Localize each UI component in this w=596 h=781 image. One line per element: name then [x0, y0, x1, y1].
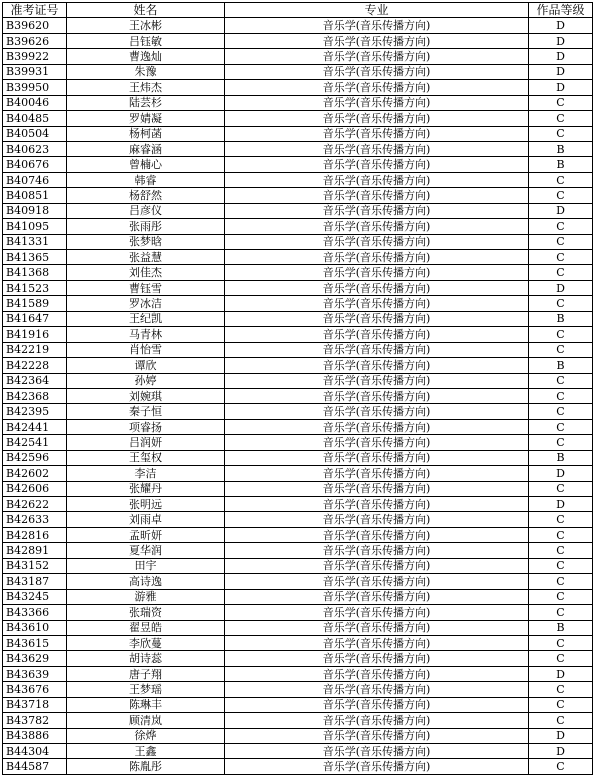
table-row — [3, 250, 593, 265]
grade-cell: D — [529, 80, 593, 95]
results-table — [2, 2, 593, 775]
major-cell: 音乐学(音乐传播方向) — [225, 635, 529, 650]
exam-id-cell: B40918 — [3, 203, 67, 218]
exam-id-cell: B43366 — [3, 605, 67, 620]
table-row — [3, 234, 593, 249]
name-cell: 曹钰雪 — [67, 280, 225, 295]
major-cell: 音乐学(音乐传播方向) — [225, 188, 529, 203]
name-cell: 吕润妍 — [67, 435, 225, 450]
table-row — [3, 635, 593, 650]
grade-cell: C — [529, 543, 593, 558]
exam-id-cell: B43610 — [3, 620, 67, 635]
name-cell: 孟昕妍 — [67, 527, 225, 542]
exam-id-cell: B42606 — [3, 481, 67, 496]
major-cell: 音乐学(音乐传播方向) — [225, 388, 529, 403]
table-row — [3, 373, 593, 388]
table-header — [3, 3, 593, 18]
table-row — [3, 358, 593, 373]
exam-id-cell: B42622 — [3, 497, 67, 512]
grade-cell: C — [529, 527, 593, 542]
exam-id-cell: B40676 — [3, 157, 67, 172]
table-row — [3, 744, 593, 759]
table-row — [3, 342, 593, 357]
major-cell: 音乐学(音乐传播方向) — [225, 95, 529, 110]
grade-cell: C — [529, 419, 593, 434]
major-cell: 音乐学(音乐传播方向) — [225, 33, 529, 48]
major-cell: 音乐学(音乐传播方向) — [225, 250, 529, 265]
table-row — [3, 466, 593, 481]
table-row — [3, 49, 593, 64]
name-cell: 王冰彬 — [67, 18, 225, 33]
exam-id-cell: B44587 — [3, 759, 67, 774]
major-cell: 音乐学(音乐传播方向) — [225, 296, 529, 311]
table-row — [3, 80, 593, 95]
grade-cell: C — [529, 635, 593, 650]
table-row — [3, 543, 593, 558]
name-cell: 吕彦仪 — [67, 203, 225, 218]
grade-cell: C — [529, 697, 593, 712]
name-cell: 高诗逸 — [67, 574, 225, 589]
name-cell: 杨柯菡 — [67, 126, 225, 141]
name-cell: 王玺权 — [67, 450, 225, 465]
name-cell: 王梦瑶 — [67, 682, 225, 697]
score-sheet — [2, 2, 593, 775]
table-row — [3, 481, 593, 496]
exam-id-cell: B41368 — [3, 265, 67, 280]
exam-id-cell: B42816 — [3, 527, 67, 542]
grade-cell: B — [529, 157, 593, 172]
major-cell: 音乐学(音乐传播方向) — [225, 358, 529, 373]
grade-cell: B — [529, 358, 593, 373]
name-cell: 陈琳丰 — [67, 697, 225, 712]
major-cell: 音乐学(音乐传播方向) — [225, 435, 529, 450]
name-cell: 张瑞资 — [67, 605, 225, 620]
grade-cell: C — [529, 327, 593, 342]
name-cell: 张益慧 — [67, 250, 225, 265]
grade-cell: C — [529, 759, 593, 774]
exam-id-cell: B43782 — [3, 713, 67, 728]
grade-cell: D — [529, 728, 593, 743]
major-cell: 音乐学(音乐传播方向) — [225, 450, 529, 465]
major-cell: 音乐学(音乐传播方向) — [225, 311, 529, 326]
major-cell: 音乐学(音乐传播方向) — [225, 481, 529, 496]
grade-cell: D — [529, 497, 593, 512]
exam-id-cell: B43152 — [3, 558, 67, 573]
exam-id-cell: B44304 — [3, 744, 67, 759]
grade-cell: C — [529, 713, 593, 728]
name-cell: 朱豫 — [67, 64, 225, 79]
exam-id-cell: B43886 — [3, 728, 67, 743]
table-row — [3, 666, 593, 681]
major-cell: 音乐学(音乐传播方向) — [225, 373, 529, 388]
name-cell: 张梦晗 — [67, 234, 225, 249]
grade-cell: C — [529, 296, 593, 311]
exam-id-cell: B42891 — [3, 543, 67, 558]
table-row — [3, 620, 593, 635]
table-row — [3, 697, 593, 712]
name-cell: 肖怡雪 — [67, 342, 225, 357]
grade-cell: C — [529, 219, 593, 234]
name-cell: 陆芸杉 — [67, 95, 225, 110]
grade-cell: C — [529, 172, 593, 187]
major-cell: 音乐学(音乐传播方向) — [225, 64, 529, 79]
grade-cell: C — [529, 234, 593, 249]
exam-id-cell: B43245 — [3, 589, 67, 604]
major-cell: 音乐学(音乐传播方向) — [225, 265, 529, 280]
table-row — [3, 141, 593, 156]
table-row — [3, 95, 593, 110]
exam-id-cell: B42368 — [3, 388, 67, 403]
major-cell: 音乐学(音乐传播方向) — [225, 126, 529, 141]
grade-cell: D — [529, 280, 593, 295]
major-cell: 音乐学(音乐传播方向) — [225, 203, 529, 218]
table-row — [3, 404, 593, 419]
name-cell: 张雨彤 — [67, 219, 225, 234]
major-cell: 音乐学(音乐传播方向) — [225, 234, 529, 249]
table-row — [3, 419, 593, 434]
table-row — [3, 527, 593, 542]
name-cell: 孙婷 — [67, 373, 225, 388]
grade-cell: C — [529, 265, 593, 280]
major-cell: 音乐学(音乐传播方向) — [225, 728, 529, 743]
name-cell: 陈胤彤 — [67, 759, 225, 774]
exam-id-cell: B41647 — [3, 311, 67, 326]
name-cell: 刘佳杰 — [67, 265, 225, 280]
major-cell: 音乐学(音乐传播方向) — [225, 713, 529, 728]
grade-cell: B — [529, 450, 593, 465]
header-exam-id: 准考证号 — [3, 3, 67, 18]
major-cell: 音乐学(音乐传播方向) — [225, 280, 529, 295]
name-cell: 胡诗蕊 — [67, 651, 225, 666]
exam-id-cell: B43676 — [3, 682, 67, 697]
exam-id-cell: B42441 — [3, 419, 67, 434]
major-cell: 音乐学(音乐传播方向) — [225, 527, 529, 542]
name-cell: 游雅 — [67, 589, 225, 604]
grade-cell: C — [529, 388, 593, 403]
major-cell: 音乐学(音乐传播方向) — [225, 342, 529, 357]
table-body — [3, 18, 593, 774]
grade-cell: C — [529, 481, 593, 496]
exam-id-cell: B42395 — [3, 404, 67, 419]
table-row — [3, 574, 593, 589]
grade-cell: C — [529, 435, 593, 450]
grade-cell: D — [529, 18, 593, 33]
name-cell: 谭欣 — [67, 358, 225, 373]
table-row — [3, 188, 593, 203]
major-cell: 音乐学(音乐传播方向) — [225, 682, 529, 697]
name-cell: 杨舒然 — [67, 188, 225, 203]
exam-id-cell: B39922 — [3, 49, 67, 64]
major-cell: 音乐学(音乐传播方向) — [225, 620, 529, 635]
grade-cell: C — [529, 512, 593, 527]
major-cell: 音乐学(音乐传播方向) — [225, 466, 529, 481]
exam-id-cell: B43639 — [3, 666, 67, 681]
exam-id-cell: B40504 — [3, 126, 67, 141]
table-row — [3, 388, 593, 403]
table-row — [3, 728, 593, 743]
table-row — [3, 327, 593, 342]
name-cell: 麻睿涵 — [67, 141, 225, 156]
grade-cell: D — [529, 666, 593, 681]
exam-id-cell: B43629 — [3, 651, 67, 666]
grade-cell: B — [529, 620, 593, 635]
table-row — [3, 759, 593, 774]
header-row — [3, 3, 593, 18]
major-cell: 音乐学(音乐传播方向) — [225, 419, 529, 434]
major-cell: 音乐学(音乐传播方向) — [225, 18, 529, 33]
table-row — [3, 435, 593, 450]
exam-id-cell: B42364 — [3, 373, 67, 388]
grade-cell: C — [529, 682, 593, 697]
major-cell: 音乐学(音乐传播方向) — [225, 157, 529, 172]
name-cell: 秦子恒 — [67, 404, 225, 419]
grade-cell: D — [529, 744, 593, 759]
table-row — [3, 280, 593, 295]
grade-cell: C — [529, 111, 593, 126]
table-row — [3, 265, 593, 280]
name-cell: 李洁 — [67, 466, 225, 481]
exam-id-cell: B39950 — [3, 80, 67, 95]
name-cell: 马青林 — [67, 327, 225, 342]
table-row — [3, 203, 593, 218]
major-cell: 音乐学(音乐传播方向) — [225, 111, 529, 126]
major-cell: 音乐学(音乐传播方向) — [225, 327, 529, 342]
grade-cell: B — [529, 141, 593, 156]
table-row — [3, 296, 593, 311]
name-cell: 罗冰洁 — [67, 296, 225, 311]
name-cell: 王炜杰 — [67, 80, 225, 95]
grade-cell: D — [529, 203, 593, 218]
name-cell: 夏华润 — [67, 543, 225, 558]
exam-id-cell: B39620 — [3, 18, 67, 33]
name-cell: 王鑫 — [67, 744, 225, 759]
major-cell: 音乐学(音乐传播方向) — [225, 497, 529, 512]
grade-cell: D — [529, 64, 593, 79]
table-row — [3, 682, 593, 697]
table-row — [3, 450, 593, 465]
table-row — [3, 157, 593, 172]
name-cell: 项睿扬 — [67, 419, 225, 434]
name-cell: 王纪凯 — [67, 311, 225, 326]
major-cell: 音乐学(音乐传播方向) — [225, 651, 529, 666]
grade-cell: C — [529, 373, 593, 388]
grade-cell: C — [529, 589, 593, 604]
table-row — [3, 172, 593, 187]
grade-cell: C — [529, 574, 593, 589]
major-cell: 音乐学(音乐传播方向) — [225, 589, 529, 604]
grade-cell: D — [529, 49, 593, 64]
exam-id-cell: B43718 — [3, 697, 67, 712]
grade-cell: C — [529, 605, 593, 620]
header-grade: 作品等级 — [529, 3, 593, 18]
exam-id-cell: B41331 — [3, 234, 67, 249]
major-cell: 音乐学(音乐传播方向) — [225, 80, 529, 95]
exam-id-cell: B39626 — [3, 33, 67, 48]
grade-cell: C — [529, 404, 593, 419]
major-cell: 音乐学(音乐传播方向) — [225, 558, 529, 573]
grade-cell: D — [529, 33, 593, 48]
major-cell: 音乐学(音乐传播方向) — [225, 219, 529, 234]
table-row — [3, 64, 593, 79]
exam-id-cell: B40046 — [3, 95, 67, 110]
exam-id-cell: B40746 — [3, 172, 67, 187]
table-row — [3, 605, 593, 620]
table-row — [3, 219, 593, 234]
exam-id-cell: B42633 — [3, 512, 67, 527]
major-cell: 音乐学(音乐传播方向) — [225, 404, 529, 419]
name-cell: 刘雨卓 — [67, 512, 225, 527]
exam-id-cell: B41365 — [3, 250, 67, 265]
name-cell: 田宇 — [67, 558, 225, 573]
name-cell: 韩睿 — [67, 172, 225, 187]
major-cell: 音乐学(音乐传播方向) — [225, 543, 529, 558]
exam-id-cell: B42541 — [3, 435, 67, 450]
name-cell: 吕钰敏 — [67, 33, 225, 48]
major-cell: 音乐学(音乐传播方向) — [225, 666, 529, 681]
grade-cell: C — [529, 188, 593, 203]
header-name: 姓名 — [67, 3, 225, 18]
table-row — [3, 589, 593, 604]
grade-cell: C — [529, 126, 593, 141]
major-cell: 音乐学(音乐传播方向) — [225, 141, 529, 156]
major-cell: 音乐学(音乐传播方向) — [225, 759, 529, 774]
major-cell: 音乐学(音乐传播方向) — [225, 172, 529, 187]
name-cell: 顾清岚 — [67, 713, 225, 728]
name-cell: 徐烨 — [67, 728, 225, 743]
table-row — [3, 713, 593, 728]
table-row — [3, 651, 593, 666]
exam-id-cell: B41095 — [3, 219, 67, 234]
major-cell: 音乐学(音乐传播方向) — [225, 605, 529, 620]
major-cell: 音乐学(音乐传播方向) — [225, 697, 529, 712]
exam-id-cell: B40485 — [3, 111, 67, 126]
exam-id-cell: B42596 — [3, 450, 67, 465]
grade-cell: B — [529, 311, 593, 326]
table-row — [3, 497, 593, 512]
name-cell: 曾楠心 — [67, 157, 225, 172]
name-cell: 翟昱皓 — [67, 620, 225, 635]
exam-id-cell: B40851 — [3, 188, 67, 203]
table-row — [3, 311, 593, 326]
grade-cell: C — [529, 558, 593, 573]
exam-id-cell: B43615 — [3, 635, 67, 650]
name-cell: 刘婉琪 — [67, 388, 225, 403]
name-cell: 张明远 — [67, 497, 225, 512]
major-cell: 音乐学(音乐传播方向) — [225, 574, 529, 589]
exam-id-cell: B42219 — [3, 342, 67, 357]
name-cell: 曹逸灿 — [67, 49, 225, 64]
table-row — [3, 512, 593, 527]
exam-id-cell: B42602 — [3, 466, 67, 481]
grade-cell: C — [529, 651, 593, 666]
header-major: 专业 — [225, 3, 529, 18]
grade-cell: C — [529, 250, 593, 265]
major-cell: 音乐学(音乐传播方向) — [225, 744, 529, 759]
exam-id-cell: B42228 — [3, 358, 67, 373]
exam-id-cell: B43187 — [3, 574, 67, 589]
exam-id-cell: B41916 — [3, 327, 67, 342]
grade-cell: C — [529, 342, 593, 357]
exam-id-cell: B41589 — [3, 296, 67, 311]
grade-cell: D — [529, 466, 593, 481]
name-cell: 李欣蔓 — [67, 635, 225, 650]
table-row — [3, 126, 593, 141]
major-cell: 音乐学(音乐传播方向) — [225, 49, 529, 64]
exam-id-cell: B40623 — [3, 141, 67, 156]
table-row — [3, 18, 593, 33]
table-row — [3, 558, 593, 573]
grade-cell: C — [529, 95, 593, 110]
name-cell: 唐子翔 — [67, 666, 225, 681]
name-cell: 罗婧凝 — [67, 111, 225, 126]
name-cell: 张耀丹 — [67, 481, 225, 496]
exam-id-cell: B41523 — [3, 280, 67, 295]
table-row — [3, 111, 593, 126]
exam-id-cell: B39931 — [3, 64, 67, 79]
table-row — [3, 33, 593, 48]
major-cell: 音乐学(音乐传播方向) — [225, 512, 529, 527]
